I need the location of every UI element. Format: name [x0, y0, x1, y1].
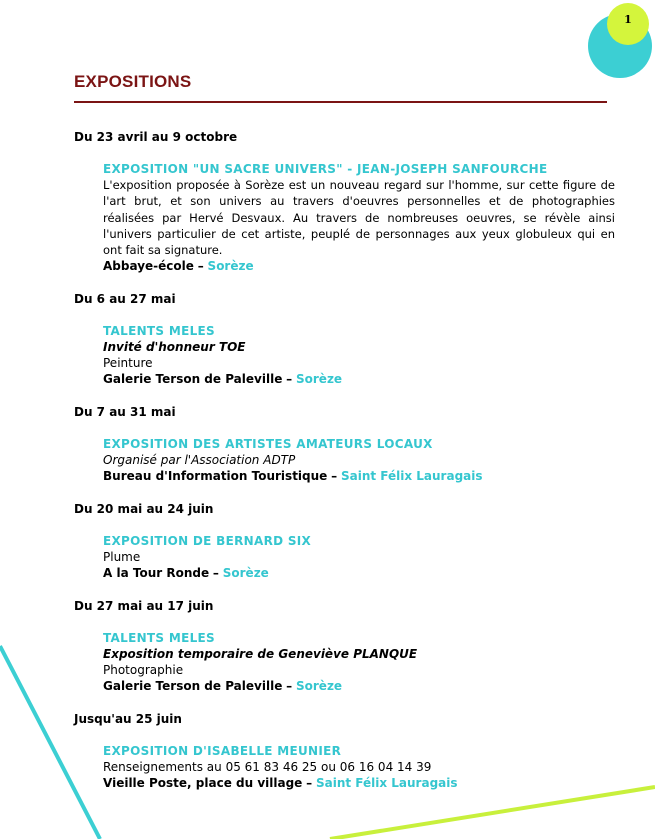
event-category: Photographie — [103, 663, 184, 677]
event-entry — [103, 323, 615, 387]
event-category: Plume — [103, 550, 141, 564]
page-number: 1 — [624, 13, 632, 26]
event-entry — [103, 630, 615, 694]
event-entry — [103, 743, 615, 791]
event-venue: Vieille Poste, place du village — [103, 776, 303, 790]
event-venue: Galerie Terson de Paleville — [103, 679, 283, 693]
event-town: Sorèze — [207, 259, 254, 274]
event-location — [103, 258, 615, 274]
event-location — [103, 775, 615, 791]
event-venue: A la Tour Ronde — [103, 566, 210, 580]
event-town: Sorèze — [296, 372, 343, 386]
event-date: Du 6 au 27 mai — [74, 292, 176, 306]
event-date: Du 23 avril au 9 octobre — [74, 130, 238, 144]
event-location — [103, 678, 615, 694]
event-location — [103, 371, 615, 387]
location-separator: – — [331, 469, 338, 483]
event-town: Sorèze — [296, 679, 343, 693]
event-town: Saint Félix Lauragais — [315, 776, 458, 790]
event-subtitle: Invité d'honneur TOE — [103, 340, 246, 354]
location-separator: – — [197, 259, 204, 274]
lime-diagonal-line-decoration — [330, 787, 655, 839]
event-town: Saint Félix Lauragais — [340, 469, 483, 483]
event-date: Du 20 mai au 24 juin — [74, 502, 214, 516]
event-entry — [103, 533, 615, 581]
event-description: L'exposition proposée à Sorèze est un nouveau regard sur l'homme, sur cette figure de l'art brut, et son univers au travers d'oeuvres personnelles et de photographies réalisées par Hervé Desvaux. Au travers de nombreuses oeuvres, se révèle ainsi l'univers particulier de cet artiste, peuplé de personnages aux yeux globuleux qui en ont fait sa signature. — [103, 178, 615, 258]
event-date: Du 7 au 31 mai — [74, 405, 176, 419]
event-date: Jusqu'au 25 juin — [74, 712, 182, 726]
location-separator: – — [286, 372, 293, 386]
event-name: EXPOSITION D'ISABELLE MEUNIER — [103, 744, 342, 758]
event-organizer: Organisé par l'Association ADTP — [103, 453, 296, 467]
event-location — [103, 565, 615, 581]
location-separator: – — [306, 776, 313, 790]
event-name: EXPOSITION DE BERNARD SIX — [103, 534, 312, 548]
event-name: TALENTS MELES — [103, 324, 215, 338]
event-category: Peinture — [103, 356, 153, 370]
title-rule-divider — [74, 101, 607, 103]
teal-diagonal-line-decoration — [0, 646, 100, 839]
location-separator: – — [212, 566, 219, 580]
event-venue: Abbaye-école — [103, 259, 194, 274]
event-name: TALENTS MELES — [103, 631, 215, 645]
event-entry — [103, 161, 615, 274]
event-subtitle: Exposition temporaire de Geneviève PLANQUE — [103, 647, 418, 661]
event-venue: Bureau d'Information Touristique — [103, 469, 328, 483]
event-contact-info: Renseignements au 05 61 83 46 25 ou 06 16 04 14 39 — [103, 760, 432, 774]
event-location — [103, 468, 615, 484]
event-town: Sorèze — [222, 566, 269, 580]
event-date: Du 27 mai au 17 juin — [74, 599, 214, 613]
page-title: EXPOSITIONS — [74, 72, 192, 91]
location-separator: – — [286, 679, 293, 693]
event-entry — [103, 436, 615, 484]
event-venue: Galerie Terson de Paleville — [103, 372, 283, 386]
event-name: EXPOSITION "UN SACRE UNIVERS" - JEAN-JOSEPH SANFOURCHE — [103, 162, 548, 176]
event-name: EXPOSITION DES ARTISTES AMATEURS LOCAUX — [103, 437, 433, 451]
